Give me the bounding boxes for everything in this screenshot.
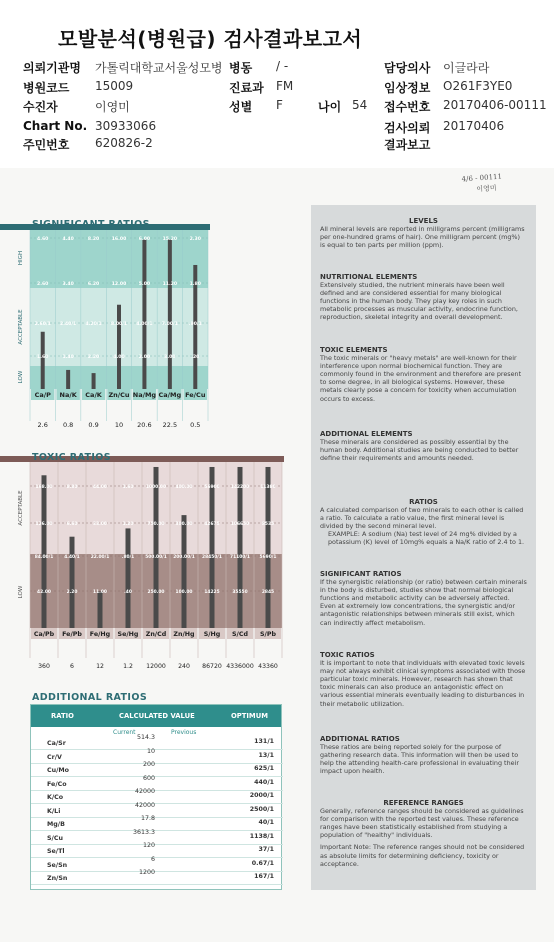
- tox-tick-label: 35550: [232, 590, 248, 595]
- sig-tick-label: 2.40/1: [60, 322, 77, 327]
- additional-ratio-optimum: 40/1: [258, 819, 274, 826]
- tox-tick-label: 42.00: [37, 590, 51, 595]
- doctor-value: 이글라라: [443, 61, 490, 75]
- additional-ratio-name: Fe/Co: [47, 780, 67, 788]
- clinical-value: O261F3YE0: [443, 79, 513, 93]
- tox-bar: [210, 467, 215, 628]
- sig-category-label: Ca/K: [85, 391, 102, 399]
- tox-value-label: 240: [178, 663, 190, 670]
- handwritten-note: [461, 172, 503, 197]
- sig-tick-label: 1.80: [189, 282, 201, 287]
- additional-ratio-name: K/Li: [47, 807, 61, 815]
- tox-category-label: Zn/Cd: [145, 631, 167, 638]
- toxic-text: The toxic minerals or "heavy metals" are well-known for their interference upon normal biochemical function. They are commonly found in the environment and therefore are present to some degree, in all biological systems. However, these metals clearly pose a concern for toxicity when accumulation occurs to excess.: [320, 354, 522, 403]
- additional-ratio-name: Cr/V: [47, 753, 62, 761]
- report-header: [0, 0, 554, 160]
- tox-tick-label: 1000.00: [146, 485, 166, 490]
- additional-ratio-optimum: 167/1: [254, 873, 274, 880]
- additional-ratio-value: 17.8: [140, 815, 155, 822]
- sig-category-label: Zn/Cu: [108, 391, 130, 399]
- sig-category-label: Fe/Cu: [185, 391, 206, 399]
- tox-tick-label: 33.00: [93, 522, 107, 527]
- doctor-label: 담당의사: [384, 61, 431, 75]
- tox-tick-label: 8.80: [66, 485, 78, 490]
- sig-zone-label: HIGH: [18, 250, 24, 266]
- tox-tick-label: 5690/1: [259, 555, 277, 560]
- tox-bar: [266, 467, 271, 628]
- sig-tick-label: 5.00: [138, 282, 151, 287]
- col-ratio-header: RATIO: [51, 712, 74, 720]
- tox-tick-label: 44.00: [93, 485, 107, 490]
- sig-ratios-text: If the synergistic relationship (or ratio) between certain minerals in the body is disturbed, studies show that normal biological functions and metabolic activity can be adversely affected. Even at extremely low concentrations, the synergistic and/or antagonistic relationships between minerals still exist, which can indirectly affect metabolism.: [320, 578, 527, 627]
- sig-tick-label: 1.40: [62, 355, 74, 360]
- additional-ratio-value: 600: [142, 774, 155, 782]
- chart-no-value: 30933066: [95, 119, 157, 133]
- institution-value: 가톨릭대학교서울성모병: [95, 61, 223, 75]
- tox-bar: [154, 467, 159, 628]
- tox-tick-label: .40: [124, 590, 132, 595]
- tox-tick-label: 84.00/1: [34, 555, 54, 560]
- col-opt-header: OPTIMUM: [231, 712, 268, 720]
- tox-category-label: Fe/Pb: [62, 631, 82, 638]
- tox-bar: [42, 475, 47, 628]
- reference-text: Generally, reference ranges should be considered as guidelines for comparison with the reported test values. These reference ranges have been statistically established from studying a population of "healthy" individuals.: [320, 807, 524, 840]
- previous-subheader: Previous: [171, 729, 197, 736]
- tox-value-label: 43360: [258, 663, 278, 670]
- sig-tick-label: 2.20: [87, 355, 100, 360]
- sig-category-label: Ca/P: [34, 391, 51, 399]
- significant-ratios-title: SIGNIFICANT RATIOS: [32, 219, 150, 230]
- sig-bar: [168, 240, 172, 389]
- notes-panel: [311, 205, 536, 890]
- tox-tick-label: 500.00/1: [145, 555, 167, 560]
- additional-ratio-value: 42000: [134, 801, 155, 809]
- report-title: 모발분석(병원급) 검사결과보고서: [58, 27, 363, 51]
- tox-tick-label: 400.00: [175, 485, 193, 490]
- additional-ratio-value: 1200: [138, 869, 155, 876]
- sig-tick-label: 15.20: [162, 237, 178, 242]
- sig-tick-label: 16.00: [111, 237, 127, 242]
- additional-ratios-title: ADDITIONAL RATIOS: [32, 692, 148, 703]
- additional-ratio-name: Se/Sn: [47, 861, 68, 869]
- additional-row: [31, 788, 283, 804]
- nutritional-text: Extensively studied, the nutrient minerals have been well defined and are considered essential for many biological functions in the human body. They play key roles in such metabolic processes as muscular activity, endocrine function, reproduction, skeletal integrity and overall development.: [320, 281, 518, 322]
- toxic-heading: TOXIC ELEMENTS: [320, 346, 388, 354]
- tox-tick-label: 100.00: [175, 590, 193, 595]
- tox-bar: [126, 528, 131, 628]
- toxic-ratios-heading: TOXIC RATIOS: [320, 651, 375, 659]
- request-value: 20170406: [443, 119, 505, 133]
- tox-value-label: 360: [38, 663, 50, 670]
- tox-tick-label: 14225: [204, 590, 220, 595]
- tox-category-label: Ca/Pb: [33, 631, 55, 638]
- additional-ratio-optimum: 1138/1: [249, 832, 274, 840]
- additional-ratio-optimum: 131/1: [254, 738, 274, 745]
- sig-ratios-heading: SIGNIFICANT RATIOS: [320, 570, 402, 578]
- additional-ratio-name: Ca/Sr: [47, 740, 66, 747]
- col-calc-header: CALCULATED VALUE: [119, 712, 195, 720]
- sig-tick-label: 6.20: [87, 282, 100, 287]
- additional-ratio-optimum: 37/1: [258, 846, 274, 853]
- rrn-value: 620826-2: [95, 136, 153, 150]
- patient-label: 수진자: [23, 100, 58, 114]
- clinical-label: 임상정보: [384, 81, 431, 95]
- additional-row: [31, 842, 283, 858]
- handwritten-receipt: 4/6 - 00111: [461, 172, 503, 184]
- sig-tick-label: 2.60/1: [34, 322, 51, 327]
- sig-value-label: 10: [114, 421, 124, 429]
- sig-tick-label: 8.20: [87, 237, 100, 242]
- additional-row: [31, 747, 283, 764]
- sig-bar: [142, 240, 146, 389]
- current-subheader: Current: [113, 729, 136, 736]
- tox-tick-label: 42675: [204, 522, 220, 527]
- dept-value: FM: [276, 79, 294, 93]
- tox-tick-label: 56900: [204, 485, 220, 490]
- tox-tick-label: 142200: [230, 485, 250, 490]
- tox-tick-label: 11380: [260, 485, 276, 490]
- sig-tick-label: 8.00/1: [110, 322, 128, 327]
- sig-tick-label: 4.00: [113, 355, 125, 360]
- tox-tick-label: 1.20: [122, 522, 134, 527]
- tox-tick-label: 22.00/1: [90, 555, 110, 560]
- patient-value: 이영미: [95, 100, 130, 114]
- sig-value-label: 2.6: [37, 421, 48, 429]
- additional-rows: [31, 734, 281, 887]
- ward-label: 병동: [229, 61, 253, 75]
- sig-value-label: 22.5: [162, 421, 178, 429]
- result-label: 결과보고: [384, 138, 431, 152]
- levels-text: All mineral levels are reported in milligrams percent (milligrams per one-hundred grams of hair). One milligram percent (mg%) is equal to ten parts per million (ppm).: [320, 225, 525, 250]
- levels-heading: LEVELS: [409, 217, 438, 225]
- additional-ratio-name: Cu/Mo: [47, 767, 69, 774]
- additional-table-header: [31, 705, 281, 727]
- toxic-ratios-chart: [0, 446, 300, 676]
- additional-row: [31, 855, 283, 872]
- tox-tick-label: 71100/1: [230, 555, 250, 560]
- tox-tick-label: 300.00: [175, 522, 193, 527]
- additional-ratio-name: K/Co: [47, 794, 64, 801]
- tox-value-label: 86720: [202, 663, 222, 670]
- tox-tick-label: 126.00: [35, 522, 53, 527]
- sig-tick-label: 11.20: [162, 282, 178, 287]
- additional-ratio-optimum: 625/1: [254, 765, 274, 772]
- sig-zone-label: ACCEPTABLE: [18, 309, 24, 345]
- tox-bar: [238, 467, 243, 628]
- ratios-example: EXAMPLE: A sodium (Na) test level of 24 mg% divided by a potassium (K) level of 10mg% equals a Na/K ratio of 2.4 to 1.: [328, 530, 525, 547]
- sig-tick-label: .20: [191, 355, 200, 360]
- toxic-ratios-text: It is important to note that individuals with elevated toxic levels may not always exhibit clinical symptoms associated with those particular toxic minerals. However, research has shown that toxic minerals can also produce an antagonistic effect on various essential minerals eventually leading to disturbances in their metabolic utilization.: [320, 659, 526, 708]
- sig-tick-label: 12.00: [111, 282, 127, 287]
- significant-ratios-chart: [0, 214, 300, 439]
- sig-zone-label: LOW: [18, 370, 24, 384]
- additional-ratio-optimum: 2000/1: [249, 792, 274, 799]
- tox-bar: [98, 591, 103, 628]
- additional-ratio-name: Zn/Sn: [47, 875, 68, 882]
- additional-ratio-name: S/Cu: [47, 834, 63, 842]
- additional-ratio-optimum: 0.67/1: [251, 859, 274, 867]
- tox-value-label: 1.2: [123, 663, 133, 670]
- sig-tick-label: 2.60: [37, 282, 49, 287]
- tox-zone-label: LOW: [18, 585, 24, 599]
- sig-value-label: 0.5: [190, 421, 201, 429]
- additional-row: [31, 869, 283, 885]
- additional-ratio-value: 514.3: [136, 734, 155, 741]
- sig-category-label: Ca/Mg: [158, 391, 182, 399]
- nutritional-heading: NUTRITIONAL ELEMENTS: [320, 273, 418, 281]
- additional-row: [31, 734, 283, 750]
- ward-value: / -: [276, 59, 289, 73]
- additional-row: [31, 801, 283, 818]
- sig-category-label: Na/K: [59, 391, 77, 399]
- additional-ratio-optimum: 13/1: [258, 751, 274, 759]
- reference-heading: REFERENCE RANGES: [383, 799, 464, 807]
- add-ratios-text: These ratios are being reported solely for the purpose of gathering research data. This information will then be used to help the attending health-care professional in evaluating their impact upon health.: [320, 743, 519, 776]
- tox-tick-label: 1.60: [122, 485, 134, 490]
- tox-tick-label: 6.60: [66, 522, 78, 527]
- additional-row: [31, 761, 283, 777]
- add-ratios-heading: ADDITIONAL RATIOS: [320, 735, 400, 743]
- tox-value-label: 12: [96, 663, 104, 670]
- additional-ratio-value: 10: [146, 747, 155, 755]
- tox-category-label: S/Cd: [232, 631, 248, 638]
- additional-ratio-value: 42000: [134, 788, 155, 795]
- sig-bar: [41, 332, 45, 389]
- tox-tick-label: 2.20: [66, 590, 78, 595]
- tox-category-label: S/Hg: [203, 631, 221, 638]
- additional-ratio-value: 200: [142, 761, 155, 768]
- sig-bar: [66, 370, 70, 389]
- age-value: 54: [352, 98, 368, 112]
- age-label: 나이: [318, 100, 342, 114]
- sig-tick-label: 4.60: [37, 237, 49, 242]
- additional-row: [31, 774, 283, 791]
- tox-category-label: Fe/Hg: [89, 631, 111, 638]
- additional-ratio-value: 120: [142, 842, 155, 849]
- additional-text: These minerals are considered as possibly essential by the human body. Additional studies are being conducted to better define their requirements and amounts needed.: [320, 438, 519, 463]
- tox-tick-label: 168.00: [35, 485, 53, 490]
- sig-value-label: 0.8: [62, 421, 74, 429]
- tox-tick-label: 200.00/1: [173, 555, 195, 560]
- sig-tick-label: 4.00/1: [136, 322, 153, 327]
- institution-label: 의뢰기관명: [23, 61, 81, 75]
- tox-zone-label: ACCEPTABLE: [18, 490, 24, 526]
- tox-value-label: 12000: [146, 663, 166, 670]
- sig-value-label: 20.6: [137, 421, 152, 429]
- tox-value-label: 6: [70, 663, 74, 670]
- sig-tick-label: 6.00: [138, 237, 151, 242]
- handwritten-name: 이영미: [476, 184, 497, 194]
- tox-category-label: Zn/Hg: [173, 631, 195, 638]
- sig-bar: [117, 305, 121, 389]
- sig-tick-label: 4.40: [62, 237, 74, 242]
- receipt-label: 접수번호: [384, 100, 431, 114]
- tox-tick-label: 750.00: [147, 522, 165, 527]
- additional-ratio-value: 3613.3: [132, 828, 155, 836]
- sig-tick-label: 2.30: [189, 237, 201, 242]
- additional-ratio-name: Se/Tl: [47, 848, 65, 855]
- sig-bar: [92, 373, 96, 389]
- chart-no-label: Chart No.: [23, 119, 88, 133]
- sex-label: 성별: [229, 100, 253, 114]
- sig-tick-label: 3.00: [164, 355, 176, 360]
- receipt-value: 20170406-00111: [443, 98, 547, 112]
- tox-tick-label: 8535: [261, 522, 275, 527]
- sig-tick-label: 1.60: [37, 355, 49, 360]
- additional-ratio-optimum: 2500/1: [249, 805, 274, 813]
- additional-heading: ADDITIONAL ELEMENTS: [320, 430, 413, 438]
- additional-ratio-name: Mg/B: [47, 821, 65, 828]
- tox-tick-label: 4.40/1: [64, 555, 80, 560]
- tox-value-label: 4336000: [226, 663, 254, 670]
- tox-tick-label: 106650: [230, 522, 250, 527]
- additional-row: [31, 828, 283, 845]
- ratios-text: A calculated comparison of two minerals to each other is called a ratio. To calculate a ratio value, the first mineral level is divided by the second mineral level.: [320, 506, 524, 531]
- tox-tick-label: 250.00: [147, 590, 165, 595]
- tox-bar: [182, 515, 187, 628]
- sig-tick-label: 2.00: [138, 355, 151, 360]
- additional-ratio-value: 6: [150, 855, 155, 863]
- tox-category-label: Se/Hg: [117, 631, 139, 638]
- sig-category-label: Na/Mg: [132, 391, 157, 399]
- sig-value-label: 0.9: [88, 421, 99, 429]
- additional-row: [31, 815, 283, 831]
- tox-tick-label: 28450/1: [202, 555, 222, 560]
- rrn-label: 주민번호: [23, 138, 70, 152]
- additional-ratios-table: [30, 704, 282, 890]
- reference-note: Important Note: The reference ranges should not be considered as absolute limits for determining deficiency, toxicity or acceptance.: [320, 843, 525, 868]
- toxic-ratios-title: TOXIC RATIOS: [32, 452, 112, 463]
- tox-tick-label: 11.00: [93, 590, 107, 595]
- additional-ratio-optimum: 440/1: [254, 778, 274, 786]
- sig-tick-label: 4.20/1: [85, 322, 102, 327]
- sex-value: F: [276, 98, 283, 112]
- tox-category-label: S/Pb: [260, 631, 276, 638]
- sig-tick-label: 7.00/1: [161, 322, 178, 327]
- hospital-code-label: 병원코드: [23, 81, 70, 95]
- hospital-code-value: 15009: [95, 79, 134, 93]
- request-label: 검사의뢰: [384, 121, 431, 135]
- tox-tick-label: 2845: [261, 590, 275, 595]
- sig-tick-label: 3.40: [62, 282, 74, 287]
- sig-tick-label: .90/1: [188, 322, 202, 327]
- tox-bar: [70, 537, 75, 628]
- tox-tick-label: .80/1: [121, 555, 135, 560]
- ratios-heading: RATIOS: [409, 498, 438, 506]
- dept-label: 진료과: [229, 81, 264, 95]
